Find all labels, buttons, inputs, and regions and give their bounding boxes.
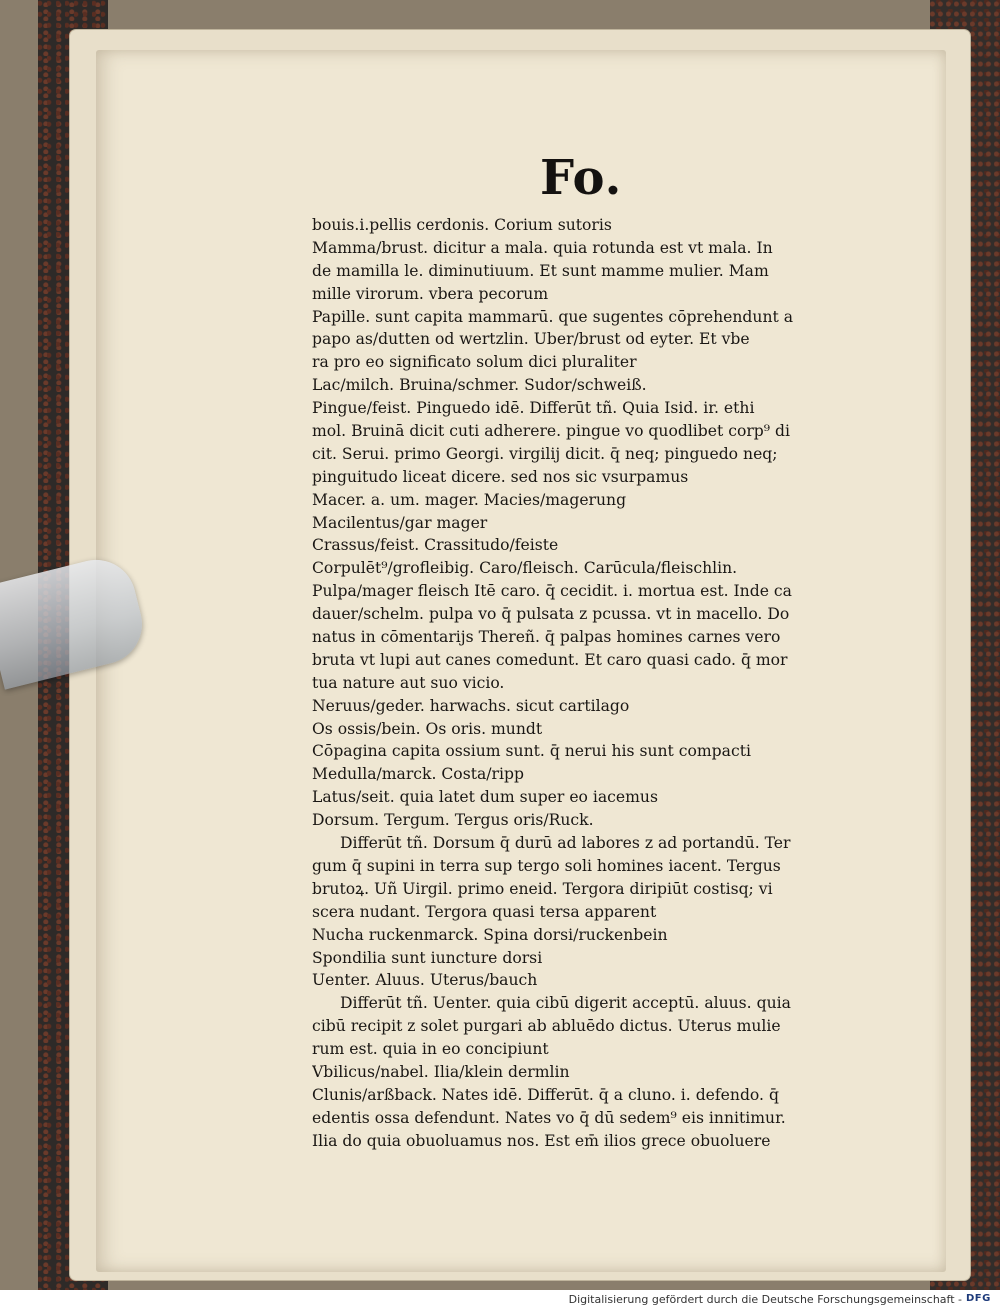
text-line: Differūt tñ. Uenter. quia cibū digerit acceptū. aluus. quia [340,994,791,1013]
text-line: Clunis/arßback. Nates idē. Differūt. q̄ a cluno. i. defendo. q̄ [312,1085,779,1104]
text-line: de mamilla le. diminutiuum. Et sunt mamme mulier. Mam [312,261,769,280]
text-line: cibū recipit z solet purgari ab abluēdo dictus. Uterus mulie [312,1017,781,1036]
text-line: mol. Bruinā dicit cuti adherere. pingue vo quodlibet corp⁹ di [312,422,790,441]
text-line: natus in cōmentarijs Thereñ. q̄ palpas homines carnes vero [312,628,781,647]
text-line: Uenter. Aluus. Uterus/bauch [312,971,538,990]
text-line: tua nature aut suo vicio. [312,673,505,692]
text-line: Spondilia sunt iuncture dorsi [312,948,543,967]
text-line: Mamma/brust. dicitur a mala. quia rotunda est vt mala. In [312,238,773,257]
text-line: cit. Serui. primo Georgi. virgilij dicit. q̄ neq; pinguedo neq; [312,444,778,463]
text-line: Medulla/marck. Costa/ripp [312,765,524,784]
text-line: Os ossis/bein. Os oris. mundt [312,719,543,738]
text-line: bruta vt lupi aut canes comedunt. Et caro quasi cado. q̄ mor [312,650,788,669]
text-line: rum est. quia in eo concipiunt [312,1040,549,1059]
text-line: Dorsum. Tergum. Tergus oris/Ruck. [312,811,594,830]
text-line: Papille. sunt capita mammarū. que sugentes cōprehendunt a [312,307,794,326]
text-line: Crassus/feist. Crassitudo/feiste [312,536,559,555]
text-line: Macer. a. um. mager. Macies/magerung [312,490,627,509]
text-block [312,214,902,1153]
text-line: Nucha ruckenmarck. Spina dorsi/ruckenbein [312,925,668,944]
footer-bar [0,1290,1000,1311]
text-line: Cōpagina capita ossium sunt. q̄ nerui his sunt compacti [312,742,751,761]
text-line: scera nudant. Tergora quasi tersa apparent [312,902,657,921]
text-line: brutoꝝ. Uñ Uirgil. primo eneid. Tergora diripiūt costisq; vi [312,879,773,898]
dfg-logo: DFG [966,1293,991,1304]
text-line: papo as/dutten od wertzlin. Uber/brust od eyter. Et vbe [312,330,750,349]
text-line: Lac/milch. Bruina/schmer. Sudor/schweiß. [312,376,647,395]
page-heading: Fo. [540,150,623,206]
text-line: gum q̄ supini in terra sup tergo soli homines iacent. Tergus [312,856,781,875]
text-line: edentis ossa defendunt. Nates vo q̄ dū sedem⁹ eis innitimur. [312,1108,786,1127]
text-line: pinguitudo liceat dicere. sed nos sic vsurpamus [312,467,689,486]
text-line: dauer/schelm. pulpa vo q̄ pulsata z pcussa. vt in macello. Do [312,605,790,624]
text-line: Macilentus/gar mager [312,513,488,532]
text-line: Vbilicus/nabel. Ilia/klein dermlin [312,1062,570,1081]
text-line: Differūt tñ. Dorsum q̄ durū ad labores z ad portandū. Ter [340,834,791,853]
footer-credit: Digitalisierung gefördert durch die Deutsche Forschungsgemeinschaft - [568,1293,962,1306]
text-line: Neruus/geder. harwachs. sicut cartilago [312,696,630,715]
text-line: ra pro eo significato solum dici pluraliter [312,353,637,372]
text-line: Latus/seit. quia latet dum super eo iacemus [312,788,658,807]
text-line: mille virorum. vbera pecorum [312,284,549,303]
text-line: Ilia do quia obuoluamus nos. Est em̄ ilios grece obuoluere [312,1131,771,1150]
text-line: Pingue/feist. Pinguedo idē. Differūt tñ. Quia Isid. ir. ethi [312,399,755,418]
text-line: Corpulēt⁹/grofleibig. Caro/fleisch. Carūcula/fleischlin. [312,559,738,578]
text-line: Pulpa/mager fleisch Itē caro. q̄ cecidit. i. mortua est. Inde ca [312,582,792,601]
text-line: bouis.i.pellis cerdonis. Corium sutoris [312,216,612,234]
